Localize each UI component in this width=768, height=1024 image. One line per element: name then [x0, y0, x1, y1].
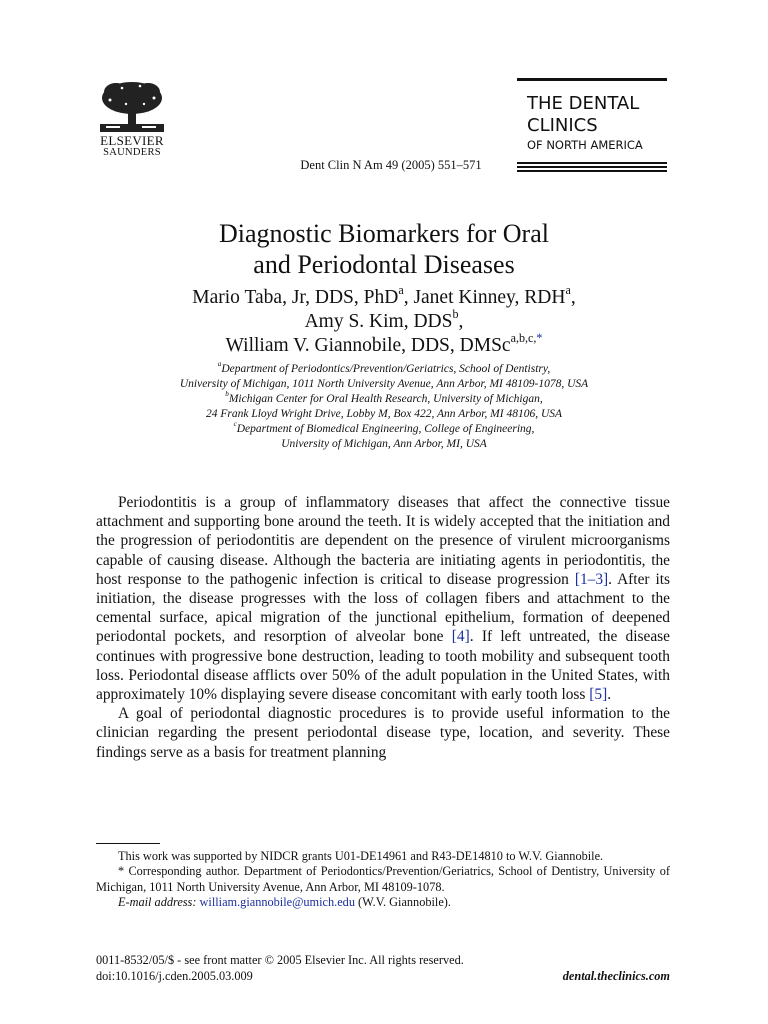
authors-line-2 — [96, 307, 672, 334]
journal-website[interactable]: dental.theclinics.com — [562, 969, 670, 983]
journal-logo-rule-bottom-1 — [517, 162, 667, 164]
authors-line-3 — [96, 331, 672, 358]
publisher-name: ELSEVIER — [100, 133, 164, 148]
affiliation-text: Department of Periodontics/Prevention/Geriatrics, School of Dentistry, — [221, 363, 551, 375]
publication-info — [96, 952, 670, 984]
affiliation-mark: c — [233, 420, 237, 429]
footnotes — [96, 849, 670, 910]
paragraph-1 — [96, 493, 670, 704]
journal-logo-rule-top — [517, 78, 667, 81]
authors-line-1 — [96, 283, 672, 310]
affiliation-line — [96, 362, 672, 377]
affiliation-text: Michigan Center for Oral Health Research, University of Michigan, — [228, 393, 543, 405]
email-suffix: (W.V. Giannobile). — [354, 894, 451, 909]
reference-link[interactable]: [4] — [451, 628, 470, 646]
author-separator: , — [403, 287, 414, 308]
email-link[interactable]: william.giannobile@umich.edu — [199, 894, 355, 909]
tree-logo-icon — [96, 78, 168, 134]
author-affiliation-mark — [511, 331, 543, 345]
author-name: Mario Taba, Jr, DDS, PhD — [192, 287, 399, 308]
paragraph-2: A goal of periodontal diagnostic procedures is to provide useful information to the clinician regarding the present periodontal disease type, location, and severity. These findings serve as a basis for treatment planning — [96, 705, 670, 761]
journal-logo-rule-bottom-2 — [517, 166, 667, 168]
affiliation-line — [96, 422, 672, 437]
affiliation-line: University of Michigan, Ann Arbor, MI, USA — [281, 438, 487, 450]
elsevier-logo — [96, 78, 168, 164]
imprint-name: SAUNDERS — [103, 147, 161, 158]
email-label: E-mail address: — [118, 894, 197, 909]
paragraph-text: . — [607, 686, 612, 704]
paragraph-text: . After its initiation, the disease progresses with the loss of collagen fibers and attachment to the cemental surface, apical migration of the junctional epithelium, formation of deepened periodontal pockets, and resorption of alveolar bone — [96, 570, 671, 646]
author-name: William V. Giannobile, DDS, DMSc — [225, 335, 511, 356]
affiliation-text: Department of Biomedical Engineering, College of Engineering, — [236, 423, 535, 435]
author-name: Amy S. Kim, DDS — [304, 311, 453, 332]
affiliation-list — [96, 362, 672, 452]
author-affiliation-mark: b — [452, 307, 459, 322]
journal-logo — [517, 78, 667, 173]
title-line-2: and Periodontal Diseases — [253, 250, 515, 279]
paragraph-text: . If left untreated, the disease continues with progressive bone destruction, leading to tooth mobility and subsequent tooth loss. Periodontal disease afflicts over 50% of the adult population in the United States, with approximately 10% displaying severe disease concomitant with early tooth loss — [96, 628, 670, 704]
body-text — [96, 493, 670, 762]
author-name: Janet Kinney, RDH — [413, 287, 566, 308]
author-separator: , — [570, 287, 576, 308]
paragraph-text: Periodontitis is a group of inflammatory diseases that affect the connective tissue attachment and supporting bone around the teeth. It is widely accepted that the initiation and the progression of periodontitis are dependent on the presence of virulent microorganisms capable of causing disease. Although the bacteria are initiating agents in periodontitis, the host response to the pathogenic infection is critical to disease progression — [96, 494, 670, 588]
reference-link[interactable]: [5] — [589, 686, 608, 704]
journal-logo-rule-bottom-3 — [517, 170, 667, 172]
reference-link[interactable]: [1–3] — [574, 570, 609, 588]
affiliation-line: University of Michigan, 1011 North University Avenue, Ann Arbor, MI 48109-1078, USA — [179, 378, 589, 390]
affiliation-mark: b — [225, 390, 229, 399]
doi-line: doi:10.1016/j.cden.2005.03.009 — [96, 969, 253, 983]
email-footnote — [96, 895, 670, 910]
author-affiliation-mark: a — [398, 283, 404, 298]
author-list — [96, 283, 672, 358]
footnote-divider — [96, 843, 160, 844]
affiliation-marks: a,b,c, — [510, 331, 537, 346]
journal-name-line3: OF NORTH AMERICA — [527, 138, 643, 152]
issn-line: 0011-8532/05/$ - see front matter © 2005 Elsevier Inc. All rights reserved. — [96, 953, 464, 967]
corresponding-author-footnote: * Corresponding author. Department of Periodontics/Prevention/Geriatrics, School of Dentistry, University of Michigan, 1011 North University Avenue, Ann Arbor, MI 48109-1078. — [96, 864, 670, 894]
affiliation-line: 24 Frank Lloyd Wright Drive, Lobby M, Box 422, Ann Arbor, MI 48106, USA — [205, 408, 563, 420]
journal-name-line1: THE DENTAL — [527, 93, 640, 114]
author-affiliation-mark: a — [565, 283, 571, 298]
title-line-1: Diagnostic Biomarkers for Oral — [219, 219, 549, 248]
journal-name-line2: CLINICS — [527, 115, 598, 136]
journal-citation: Dent Clin N Am 49 (2005) 551–571 — [300, 158, 482, 172]
author-separator: , — [458, 311, 464, 332]
paper-title — [96, 218, 672, 280]
affiliation-line — [96, 392, 672, 407]
affiliation-mark: a — [217, 360, 222, 369]
corresponding-author-mark[interactable]: * — [536, 331, 543, 346]
funding-footnote: This work was supported by NIDCR grants U01-DE14961 and R43-DE14810 to W.V. Giannobile. — [118, 849, 604, 863]
